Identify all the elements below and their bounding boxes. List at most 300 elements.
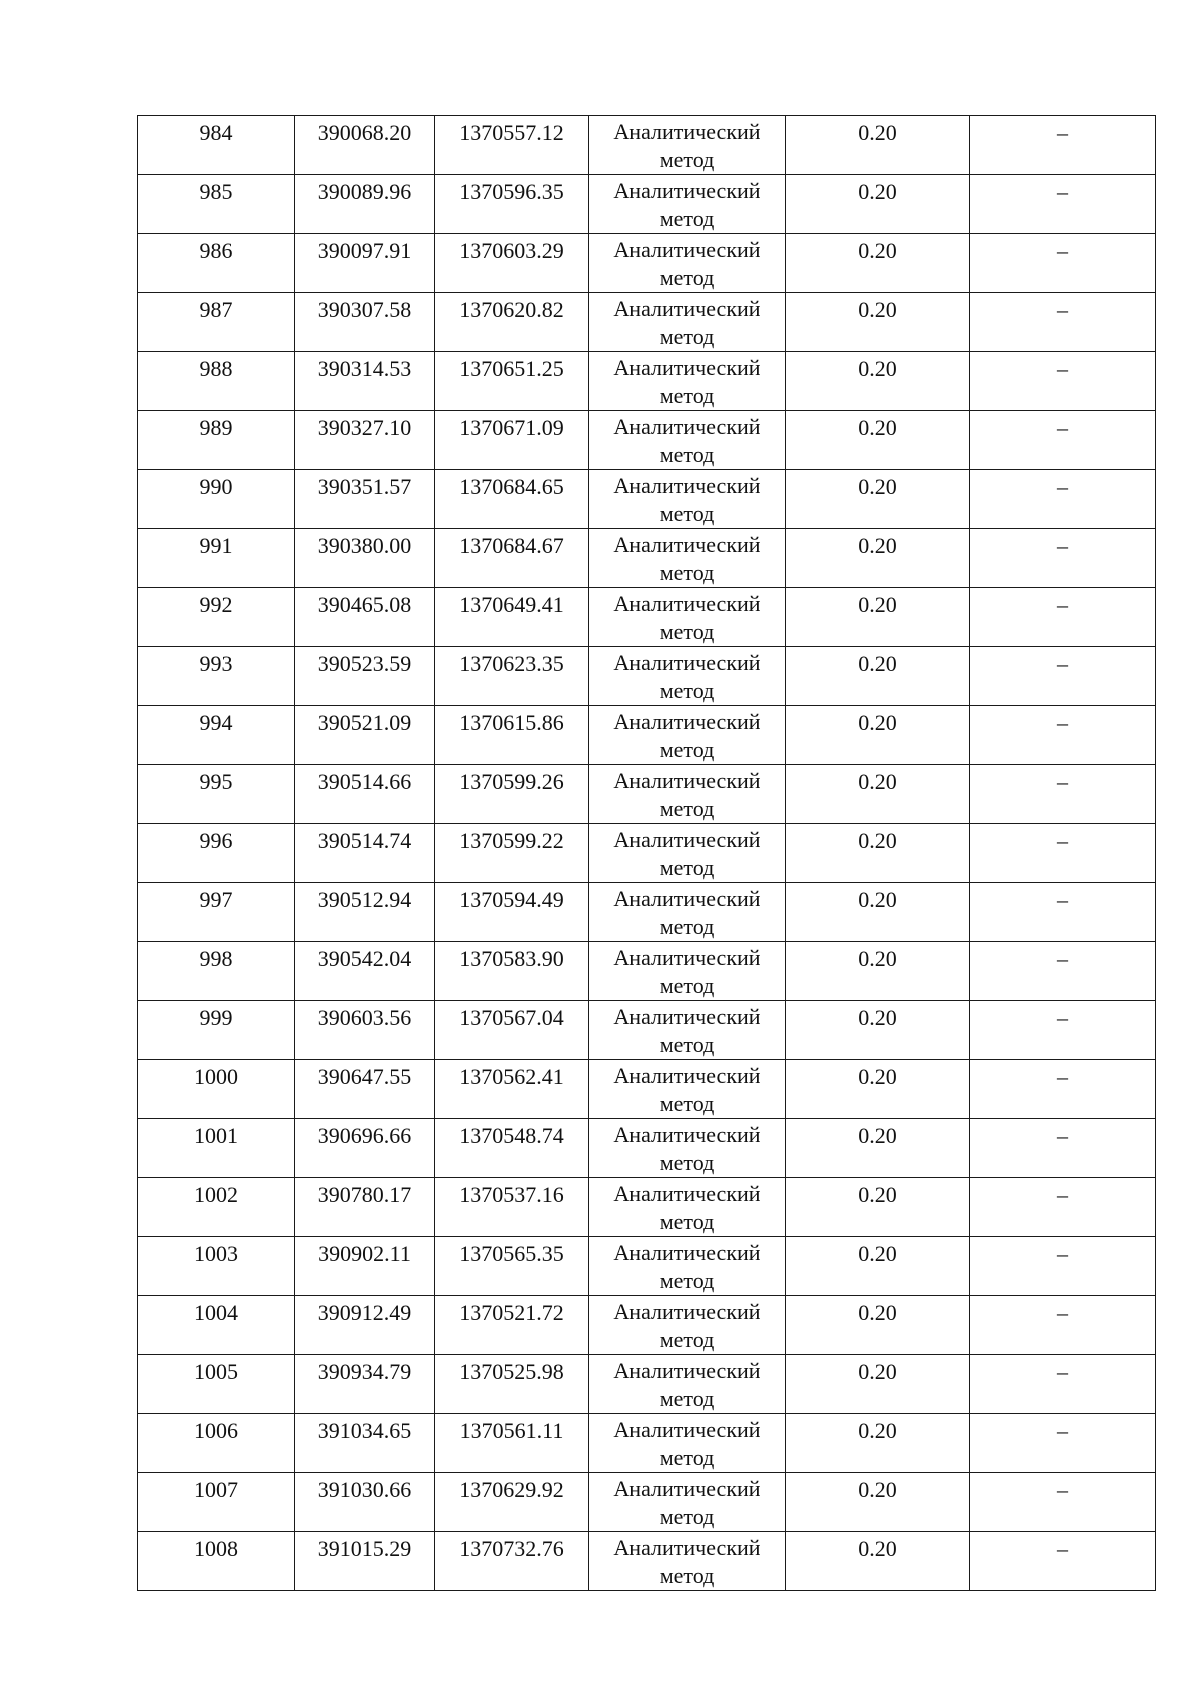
accuracy-text: 0.20 [858,1300,897,1325]
x-coordinate-cell [295,1414,435,1473]
x-coordinate-cell [295,234,435,293]
method-cell [589,1473,786,1532]
y-coordinate-text: 1370567.04 [459,1005,564,1030]
accuracy-cell [786,647,970,706]
accuracy-cell [786,116,970,175]
x-coordinate-cell [295,470,435,529]
method-text: Аналитический метод [613,473,761,526]
accuracy-cell [786,529,970,588]
note-cell [970,352,1156,411]
y-coordinate-text: 1370599.26 [459,769,564,794]
accuracy-text: 0.20 [858,474,897,499]
point-number-text: 1002 [194,1182,238,1207]
method-text: Аналитический метод [613,296,761,349]
point-number-cell [138,1060,295,1119]
note-text: – [1057,1418,1068,1443]
note-text: – [1057,297,1068,322]
accuracy-cell [786,293,970,352]
x-coordinate-text: 390647.55 [317,1064,412,1089]
x-coordinate-cell [295,293,435,352]
x-coordinate-cell [295,1119,435,1178]
accuracy-text: 0.20 [858,946,897,971]
y-coordinate-cell [435,352,589,411]
method-cell [589,942,786,1001]
method-cell [589,175,786,234]
note-cell [970,883,1156,942]
point-number-cell [138,1001,295,1060]
point-number-cell [138,883,295,942]
note-text: – [1057,887,1068,912]
x-coordinate-text: 391034.65 [317,1418,412,1443]
method-cell [589,1060,786,1119]
accuracy-cell [786,175,970,234]
method-cell [589,1414,786,1473]
accuracy-text: 0.20 [858,120,897,145]
y-coordinate-cell [435,1237,589,1296]
accuracy-cell [786,765,970,824]
x-coordinate-text: 390314.53 [317,356,412,381]
y-coordinate-text: 1370596.35 [459,179,564,204]
note-cell [970,1060,1156,1119]
note-text: – [1057,356,1068,381]
accuracy-text: 0.20 [858,297,897,322]
point-number-cell [138,529,295,588]
table-row [138,1473,1156,1532]
y-coordinate-cell [435,234,589,293]
y-coordinate-cell [435,470,589,529]
note-cell [970,1119,1156,1178]
method-cell [589,706,786,765]
method-text: Аналитический метод [613,1417,761,1470]
accuracy-cell [786,883,970,942]
note-cell [970,1296,1156,1355]
y-coordinate-text: 1370562.41 [459,1064,564,1089]
accuracy-cell [786,1237,970,1296]
method-cell [589,352,786,411]
method-cell [589,588,786,647]
method-cell [589,765,786,824]
note-cell [970,1532,1156,1591]
method-text: Аналитический метод [613,650,761,703]
y-coordinate-cell [435,1473,589,1532]
accuracy-cell [786,1355,970,1414]
point-number-text: 988 [199,356,233,381]
y-coordinate-cell [435,529,589,588]
accuracy-cell [786,1060,970,1119]
method-text: Аналитический метод [613,1122,761,1175]
note-text: – [1057,1477,1068,1502]
point-number-text: 986 [199,238,233,263]
point-number-text: 992 [199,592,233,617]
x-coordinate-text: 390351.57 [317,474,412,499]
accuracy-cell [786,1001,970,1060]
y-coordinate-text: 1370565.35 [459,1241,564,1266]
x-coordinate-text: 390523.59 [317,651,412,676]
note-cell [970,529,1156,588]
method-cell [589,116,786,175]
y-coordinate-cell [435,1001,589,1060]
point-number-cell [138,1237,295,1296]
y-coordinate-cell [435,1414,589,1473]
accuracy-text: 0.20 [858,887,897,912]
method-text: Аналитический метод [613,1240,761,1293]
note-cell [970,1473,1156,1532]
method-cell [589,1532,786,1591]
method-cell [589,647,786,706]
y-coordinate-text: 1370615.86 [459,710,564,735]
x-coordinate-text: 390089.96 [317,179,412,204]
method-text: Аналитический метод [613,945,761,998]
point-number-cell [138,588,295,647]
point-number-cell [138,706,295,765]
note-text: – [1057,1536,1068,1561]
note-cell [970,175,1156,234]
y-coordinate-text: 1370557.12 [459,120,564,145]
method-text: Аналитический метод [613,1535,761,1588]
table-body [138,116,1156,1591]
point-number-text: 989 [199,415,233,440]
x-coordinate-cell [295,529,435,588]
x-coordinate-text: 390902.11 [318,1241,411,1266]
x-coordinate-text: 390465.08 [317,592,412,617]
x-coordinate-cell [295,647,435,706]
accuracy-cell [786,706,970,765]
method-text: Аналитический метод [613,532,761,585]
method-cell [589,1237,786,1296]
method-cell [589,824,786,883]
note-text: – [1057,1359,1068,1384]
y-coordinate-cell [435,175,589,234]
point-number-text: 987 [199,297,233,322]
point-number-cell [138,765,295,824]
table-row [138,1355,1156,1414]
accuracy-text: 0.20 [858,1182,897,1207]
method-text: Аналитический метод [613,1181,761,1234]
x-coordinate-cell [295,1355,435,1414]
accuracy-text: 0.20 [858,533,897,558]
x-coordinate-text: 390514.66 [317,769,412,794]
x-coordinate-text: 390542.04 [317,946,412,971]
point-number-text: 984 [199,120,233,145]
x-coordinate-cell [295,116,435,175]
point-number-text: 997 [199,887,233,912]
note-text: – [1057,946,1068,971]
point-number-cell [138,1473,295,1532]
accuracy-cell [786,588,970,647]
y-coordinate-cell [435,824,589,883]
point-number-text: 1008 [194,1536,238,1561]
y-coordinate-cell [435,1060,589,1119]
table-row [138,1296,1156,1355]
method-text: Аналитический метод [613,1004,761,1057]
y-coordinate-cell [435,765,589,824]
note-text: – [1057,1005,1068,1030]
point-number-text: 1003 [194,1241,238,1266]
point-number-cell [138,1119,295,1178]
note-cell [970,824,1156,883]
note-text: – [1057,651,1068,676]
point-number-cell [138,352,295,411]
method-text: Аналитический метод [613,768,761,821]
table-row [138,175,1156,234]
table-row [138,1532,1156,1591]
x-coordinate-cell [295,1532,435,1591]
table-row [138,1119,1156,1178]
y-coordinate-text: 1370671.09 [459,415,564,440]
accuracy-cell [786,352,970,411]
table-row [138,706,1156,765]
x-coordinate-cell [295,175,435,234]
note-text: – [1057,179,1068,204]
x-coordinate-text: 391015.29 [317,1536,412,1561]
x-coordinate-cell [295,765,435,824]
table-row [138,1414,1156,1473]
point-number-cell [138,1532,295,1591]
y-coordinate-text: 1370623.35 [459,651,564,676]
point-number-cell [138,234,295,293]
y-coordinate-cell [435,588,589,647]
x-coordinate-text: 390380.00 [317,533,412,558]
accuracy-cell [786,824,970,883]
x-coordinate-cell [295,1296,435,1355]
y-coordinate-text: 1370525.98 [459,1359,564,1384]
accuracy-text: 0.20 [858,592,897,617]
point-number-text: 990 [199,474,233,499]
accuracy-text: 0.20 [858,651,897,676]
point-number-cell [138,1414,295,1473]
y-coordinate-text: 1370629.92 [459,1477,564,1502]
y-coordinate-cell [435,1355,589,1414]
accuracy-cell [786,411,970,470]
note-cell [970,765,1156,824]
y-coordinate-text: 1370561.11 [459,1418,564,1443]
x-coordinate-text: 390514.74 [317,828,412,853]
accuracy-cell [786,1119,970,1178]
table-row [138,1060,1156,1119]
point-number-cell [138,293,295,352]
table-row [138,588,1156,647]
note-text: – [1057,474,1068,499]
point-number-text: 993 [199,651,233,676]
point-number-cell [138,411,295,470]
point-number-text: 1006 [194,1418,238,1443]
x-coordinate-cell [295,1237,435,1296]
accuracy-cell [786,1473,970,1532]
method-text: Аналитический метод [613,119,761,172]
point-number-cell [138,1178,295,1237]
table-row [138,1001,1156,1060]
note-text: – [1057,415,1068,440]
accuracy-text: 0.20 [858,1241,897,1266]
x-coordinate-text: 390097.91 [317,238,412,263]
note-text: – [1057,238,1068,263]
method-cell [589,293,786,352]
accuracy-text: 0.20 [858,1359,897,1384]
note-cell [970,942,1156,1001]
note-cell [970,647,1156,706]
y-coordinate-cell [435,1178,589,1237]
method-cell [589,883,786,942]
accuracy-text: 0.20 [858,1418,897,1443]
x-coordinate-text: 390327.10 [317,415,412,440]
x-coordinate-text: 390603.56 [317,1005,412,1030]
method-text: Аналитический метод [613,709,761,762]
coordinates-table [137,115,1156,1591]
method-cell [589,1119,786,1178]
y-coordinate-cell [435,1119,589,1178]
point-number-text: 1005 [194,1359,238,1384]
note-cell [970,1355,1156,1414]
note-text: – [1057,1300,1068,1325]
method-cell [589,234,786,293]
note-text: – [1057,828,1068,853]
point-number-text: 1001 [194,1123,238,1148]
method-cell [589,1178,786,1237]
method-text: Аналитический метод [613,237,761,290]
note-cell [970,411,1156,470]
method-cell [589,1001,786,1060]
accuracy-text: 0.20 [858,1064,897,1089]
note-text: – [1057,1123,1068,1148]
y-coordinate-text: 1370599.22 [459,828,564,853]
x-coordinate-text: 390068.20 [317,120,412,145]
accuracy-text: 0.20 [858,828,897,853]
point-number-text: 985 [199,179,233,204]
x-coordinate-cell [295,1178,435,1237]
accuracy-cell [786,1296,970,1355]
table-row [138,470,1156,529]
note-cell [970,1001,1156,1060]
y-coordinate-cell [435,1296,589,1355]
x-coordinate-cell [295,824,435,883]
table-row [138,293,1156,352]
accuracy-text: 0.20 [858,356,897,381]
point-number-cell [138,175,295,234]
x-coordinate-cell [295,706,435,765]
y-coordinate-text: 1370684.67 [459,533,564,558]
point-number-cell [138,1355,295,1414]
method-text: Аналитический метод [613,1063,761,1116]
table-row [138,411,1156,470]
method-text: Аналитический метод [613,414,761,467]
y-coordinate-text: 1370594.49 [459,887,564,912]
note-cell [970,293,1156,352]
note-text: – [1057,1241,1068,1266]
point-number-text: 996 [199,828,233,853]
table-row [138,1237,1156,1296]
table-row [138,765,1156,824]
method-text: Аналитический метод [613,886,761,939]
point-number-text: 998 [199,946,233,971]
accuracy-text: 0.20 [858,710,897,735]
point-number-cell [138,470,295,529]
point-number-text: 995 [199,769,233,794]
method-text: Аналитический метод [613,1358,761,1411]
point-number-cell [138,647,295,706]
note-text: – [1057,710,1068,735]
accuracy-text: 0.20 [858,1536,897,1561]
point-number-cell [138,1296,295,1355]
y-coordinate-cell [435,706,589,765]
point-number-cell [138,942,295,1001]
method-text: Аналитический метод [613,1299,761,1352]
y-coordinate-text: 1370649.41 [459,592,564,617]
accuracy-cell [786,1532,970,1591]
method-cell [589,529,786,588]
point-number-text: 1000 [194,1064,238,1089]
accuracy-text: 0.20 [858,1123,897,1148]
accuracy-text: 0.20 [858,179,897,204]
note-cell [970,1414,1156,1473]
accuracy-text: 0.20 [858,1477,897,1502]
point-number-text: 999 [199,1005,233,1030]
accuracy-text: 0.20 [858,769,897,794]
note-text: – [1057,533,1068,558]
y-coordinate-text: 1370521.72 [459,1300,564,1325]
note-text: – [1057,1064,1068,1089]
y-coordinate-cell [435,647,589,706]
x-coordinate-text: 390521.09 [317,710,412,735]
note-text: – [1057,592,1068,617]
x-coordinate-cell [295,588,435,647]
note-cell [970,116,1156,175]
table-row [138,824,1156,883]
y-coordinate-text: 1370548.74 [459,1123,564,1148]
y-coordinate-cell [435,883,589,942]
accuracy-text: 0.20 [858,238,897,263]
x-coordinate-cell [295,883,435,942]
y-coordinate-text: 1370620.82 [459,297,564,322]
note-text: – [1057,769,1068,794]
y-coordinate-text: 1370583.90 [459,946,564,971]
accuracy-text: 0.20 [858,415,897,440]
table-row [138,942,1156,1001]
method-cell [589,1296,786,1355]
note-cell [970,588,1156,647]
y-coordinate-cell [435,1532,589,1591]
point-number-cell [138,116,295,175]
x-coordinate-text: 390934.79 [317,1359,412,1384]
method-text: Аналитический метод [613,827,761,880]
note-cell [970,706,1156,765]
accuracy-cell [786,1178,970,1237]
method-cell [589,470,786,529]
accuracy-text: 0.20 [858,1005,897,1030]
x-coordinate-text: 390780.17 [317,1182,412,1207]
point-number-cell [138,824,295,883]
x-coordinate-text: 390912.49 [317,1300,412,1325]
y-coordinate-text: 1370732.76 [459,1536,564,1561]
point-number-text: 991 [199,533,233,558]
accuracy-cell [786,1414,970,1473]
x-coordinate-text: 391030.66 [317,1477,412,1502]
x-coordinate-cell [295,942,435,1001]
point-number-text: 1004 [194,1300,238,1325]
note-text: – [1057,1182,1068,1207]
y-coordinate-cell [435,116,589,175]
table-row [138,883,1156,942]
x-coordinate-cell [295,1060,435,1119]
x-coordinate-cell [295,1473,435,1532]
method-text: Аналитический метод [613,178,761,231]
note-cell [970,470,1156,529]
point-number-text: 994 [199,710,233,735]
method-cell [589,1355,786,1414]
y-coordinate-text: 1370537.16 [459,1182,564,1207]
note-text: – [1057,120,1068,145]
y-coordinate-cell [435,942,589,1001]
x-coordinate-cell [295,1001,435,1060]
